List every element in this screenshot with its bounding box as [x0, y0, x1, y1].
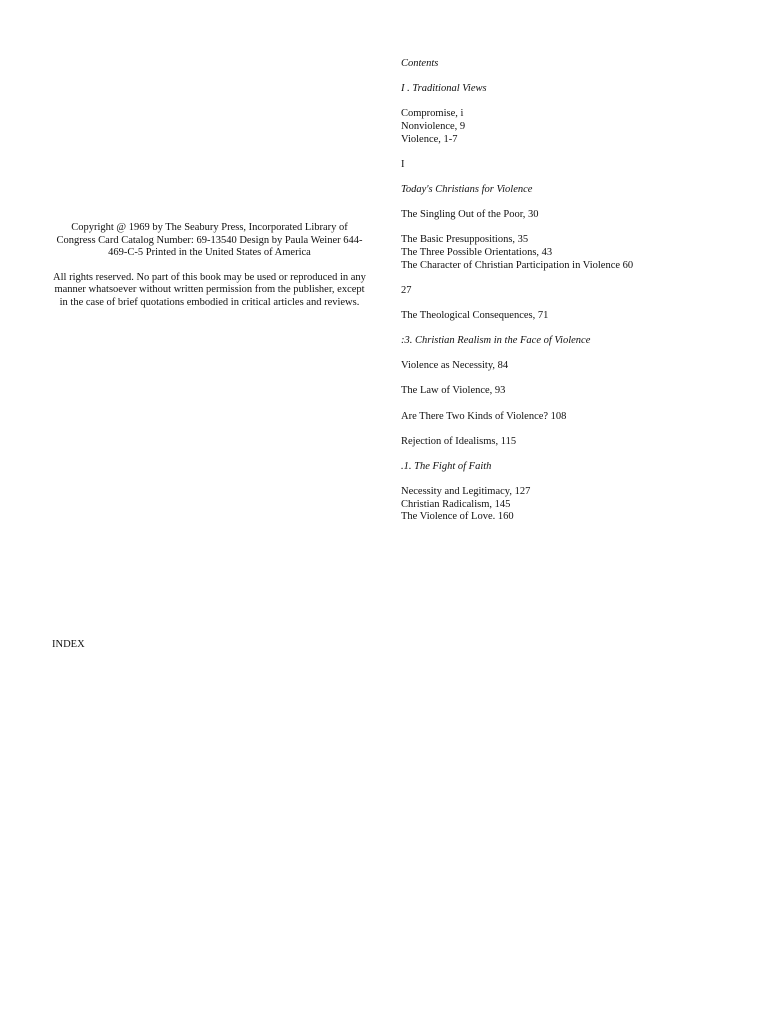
copyright-notice: Copyright @ 1969 by The Seabury Press, Incorporated Library of Congress Card Catalog Number: 69-13540 Design by Paula Weiner 644-469-C-5 Printed in the United States of America: [56, 222, 363, 259]
copyright-block: [52, 222, 367, 310]
part1-title: I . Traditional Views: [401, 83, 487, 95]
toc-entry: The Theological Consequences, 71: [401, 309, 549, 321]
contents-heading: Contents: [401, 58, 439, 69]
part2-numeral: I: [401, 158, 405, 170]
toc-entry: Nonviolence, 9: [401, 120, 466, 132]
table-of-contents: [401, 58, 741, 524]
toc-entry: Violence as Necessity, 84: [401, 360, 509, 372]
toc-entry: The Character of Christian Participation in Violence 60: [401, 259, 634, 271]
toc-entry: Necessity and Legitimacy, 127: [401, 486, 531, 498]
rights-notice: All rights reserved. No part of this book may be used or reproduced in any manner whatsoever without written permission from the publisher, except in the case of brief quotations embodied in critical articles and reviews.: [53, 271, 366, 308]
toc-entry: The Singling Out of the Poor, 30: [401, 209, 539, 221]
toc-entry: Rejection of Idealisms, 115: [401, 435, 517, 447]
part2-title: Today's Christians for Violence: [401, 183, 533, 195]
toc-entry: Christian Radicalism, 145: [401, 498, 511, 510]
part4-title: .1. The Fight of Faith: [401, 461, 492, 472]
toc-entry: The Violence of Love. 160: [401, 511, 514, 523]
index-label: INDEX: [52, 639, 85, 650]
page-number: 27: [401, 284, 412, 296]
toc-entry: Compromise, i: [401, 108, 464, 120]
toc-entry: Are There Two Kinds of Violence? 108: [401, 410, 567, 422]
toc-entry: The Law of Violence, 93: [401, 385, 506, 397]
toc-entry: Violence, 1-7: [401, 133, 458, 145]
toc-entry: The Basic Presuppositions, 35: [401, 234, 529, 246]
part3-title: :3. Christian Realism in the Face of Violence: [401, 335, 591, 347]
toc-entry: The Three Possible Orientations, 43: [401, 246, 553, 258]
